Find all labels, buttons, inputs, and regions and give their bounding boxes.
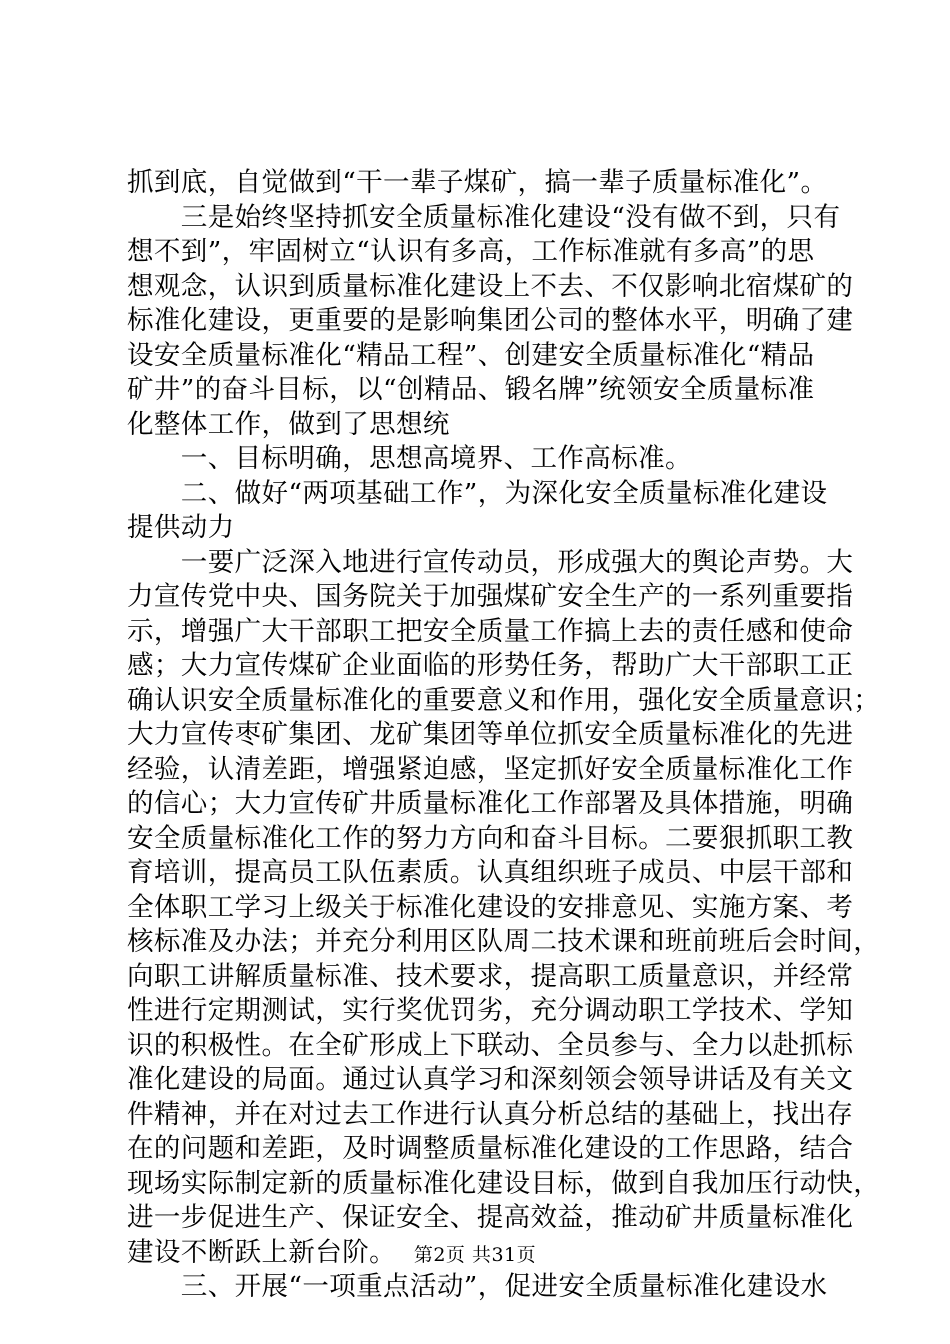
text-line: 的信心；大力宣传矿井质量标准化工作部署及具体措施，明确	[127, 788, 854, 819]
text-line: 在的问题和差距，及时调整质量标准化建设的工作思路，结合	[127, 1133, 854, 1164]
text-line: 示，增强广大干部职工把安全质量工作搞上去的责任感和使命	[127, 615, 854, 647]
document-body	[127, 166, 881, 1305]
section-heading: 三、开展“一项重点活动”，促进安全质量标准化建设水	[127, 1271, 828, 1302]
text-line: 准化建设的局面。通过认真学习和深刻领会领导讲话及有关文	[127, 1064, 854, 1095]
text-line: 育培训，提高员工队伍素质。认真组织班子成员、中层干部和	[127, 857, 854, 888]
text-line: 进一步促进生产、保证安全、提高效益，推动矿井质量标准化	[127, 1202, 854, 1233]
section-heading: 二、做好“两项基础工作”，为深化安全质量标准化建设	[127, 477, 828, 509]
text-line: 现场实际制定新的质量标准化建设目标，做到自我加压行动快，	[127, 1167, 881, 1199]
text-line: 设安全质量标准化“精品工程”、创建安全质量标准化“精品	[127, 339, 815, 371]
text-line: 建设不断跃上新台阶。	[127, 1236, 396, 1268]
text-line: 经验，认清差距，增强紧迫感，坚定抓好安全质量标准化工作	[127, 753, 854, 785]
section-heading: 提供动力	[127, 512, 235, 543]
text-line: 安全质量标准化工作的努力方向和奋斗目标。二要狠抓职工教	[127, 822, 854, 854]
page-indicator: 第2页 共31页	[413, 1244, 537, 1266]
text-line: 一要广泛深入地进行宣传动员，形成强大的舆论声势。大	[127, 546, 854, 578]
text-line: 大力宣传枣矿集团、龙矿集团等单位抓安全质量标准化的先进	[127, 719, 854, 750]
text-line: 想不到”，牢固树立“认识有多高，工作标准就有多高”的思	[127, 236, 815, 267]
text-line: 向职工讲解质量标准、技术要求，提高职工质量意识，并经常	[127, 960, 854, 992]
text-line: 标准化建设，更重要的是影响集团公司的整体水平，明确了建	[127, 305, 854, 336]
text-line: 力宣传党中央、国务院关于加强煤矿安全生产的一系列重要指	[127, 581, 854, 612]
text-line: 化整体工作，做到了思想统	[127, 408, 450, 440]
text-line: 感；大力宣传煤矿企业面临的形势任务，帮助广大干部职工正	[127, 650, 854, 681]
text-line: 确认识安全质量标准化的重要意义和作用，强化安全质量意识；	[127, 684, 881, 716]
text-line: 识的积极性。在全矿形成上下联动、全员参与、全力以赴抓标	[127, 1029, 854, 1061]
text-line: 抓到底，自觉做到“干一辈子煤矿，搞一辈子质量标准化”。	[127, 167, 828, 198]
text-line: 件精神，并在对过去工作进行认真分析总结的基础上，找出存	[127, 1098, 854, 1130]
text-line: 性进行定期测试，实行奖优罚劣，充分调动职工学技术、学知	[127, 995, 854, 1026]
text-line: 核标准及办法；并充分利用区队周二技术课和班前班后会时间，	[127, 926, 881, 957]
text-line: 想观念，认识到质量标准化建设上不去、不仅影响北宿煤矿的	[127, 270, 854, 302]
section-heading: 一、目标明确，思想高境界、工作高标准。	[127, 443, 692, 474]
text-line: 全体职工学习上级关于标准化建设的安排意见、实施方案、考	[127, 891, 854, 923]
text-line: 三是始终坚持抓安全质量标准化建设“没有做不到，只有	[127, 201, 841, 233]
text-line: 矿井”的奋斗目标，以“创精品、锻名牌”统领安全质量标准	[127, 374, 815, 405]
